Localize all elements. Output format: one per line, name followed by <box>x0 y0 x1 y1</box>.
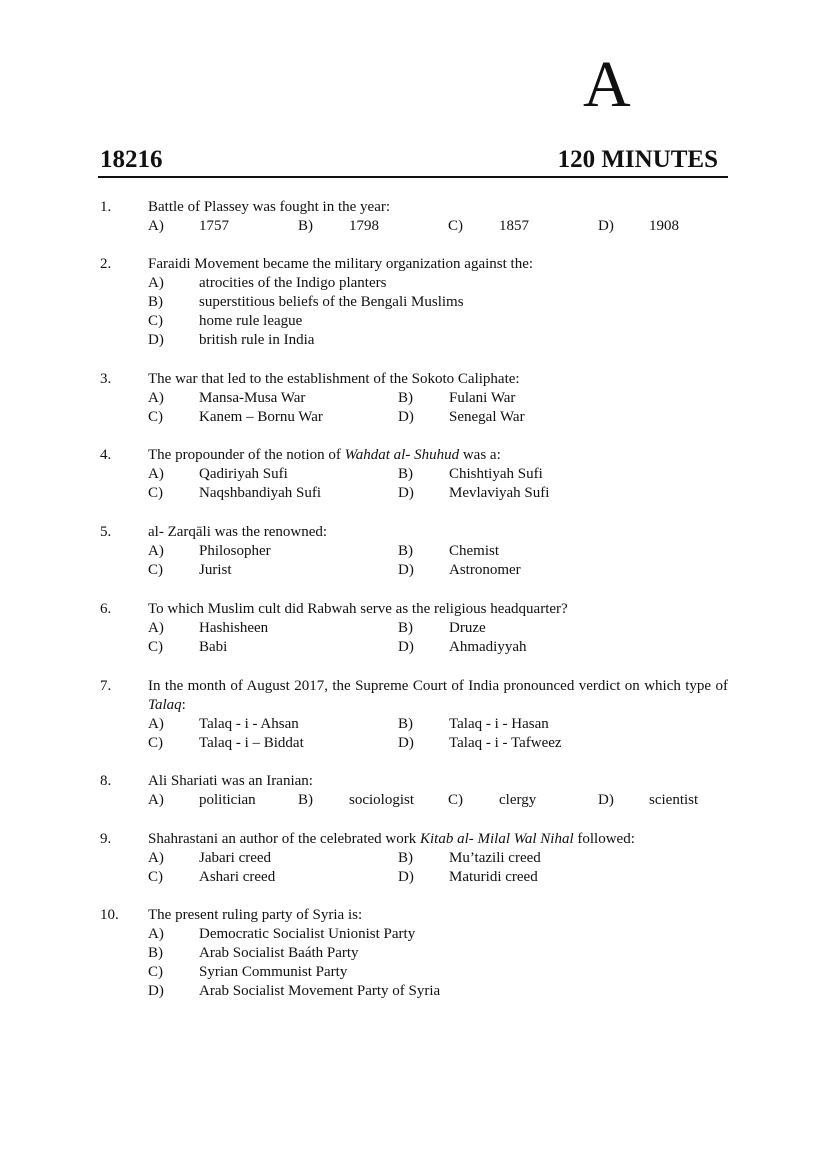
option-text[interactable]: Ashari creed <box>199 869 276 885</box>
option-text[interactable]: Talaq - i - Ahsan <box>199 716 299 732</box>
question-text <box>148 906 728 925</box>
option-letter[interactable]: C) <box>148 485 163 501</box>
option-letter[interactable]: A) <box>148 218 164 234</box>
option-letter[interactable]: B) <box>398 543 413 559</box>
option-letter[interactable]: C) <box>448 792 463 808</box>
option-text[interactable]: Ahmadiyyah <box>449 639 527 655</box>
option-text[interactable]: Kanem – Bornu War <box>199 409 323 425</box>
option-text[interactable]: Babi <box>199 639 228 655</box>
option-text[interactable]: Chishtiyah Sufi <box>449 466 543 482</box>
option-text[interactable]: Maturidi creed <box>449 869 538 885</box>
question-text-segment: The present ruling party of Syria is: <box>148 907 363 923</box>
question <box>100 370 728 427</box>
option-letter[interactable]: D) <box>398 409 414 425</box>
option-text[interactable]: Democratic Socialist Unionist Party <box>199 926 416 942</box>
option-letter[interactable]: A) <box>148 275 164 291</box>
option-text[interactable]: Qadiriyah Sufi <box>199 466 288 482</box>
question <box>100 772 728 810</box>
option-letter[interactable]: A) <box>148 543 164 559</box>
option-text[interactable]: Astronomer <box>449 562 521 578</box>
option-text[interactable]: atrocities of the Indigo planters <box>199 275 387 291</box>
option-letter[interactable]: C) <box>148 735 163 751</box>
option-text[interactable]: Naqshbandiyah Sufi <box>199 485 322 501</box>
exam-duration: 120 MINUTES <box>557 146 718 173</box>
question-text-segment: To which Muslim cult did Rabwah serve as the religious headquarter? <box>148 601 568 617</box>
question <box>100 830 728 887</box>
question-number: 10. <box>100 907 119 923</box>
option-text[interactable]: Jabari creed <box>199 850 272 866</box>
question-number: 3. <box>100 371 112 387</box>
option-text[interactable]: Mevlaviyah Sufi <box>449 485 550 501</box>
question-text-segment: The war that led to the establishment of the Sokoto Caliphate: <box>148 371 520 387</box>
option-letter[interactable]: C) <box>148 964 163 980</box>
option-row <box>100 293 728 312</box>
option-text[interactable]: clergy <box>499 792 537 808</box>
question-text-segment: followed: <box>573 831 635 847</box>
option-row <box>100 561 728 580</box>
option-text[interactable]: british rule in India <box>199 332 315 348</box>
option-row <box>100 715 728 734</box>
question-text-segment: al- Zarqāli was the renowned: <box>148 524 328 540</box>
option-row <box>100 408 728 427</box>
option-text[interactable]: 1798 <box>349 218 379 234</box>
question <box>100 446 728 503</box>
option-letter[interactable]: B) <box>398 390 413 406</box>
option-text[interactable]: Druze <box>449 620 486 636</box>
question <box>100 255 728 350</box>
question-number: 7. <box>100 678 112 694</box>
question-text-segment: : <box>181 697 186 713</box>
option-letter[interactable]: C) <box>148 562 163 578</box>
option-row <box>100 331 728 350</box>
question-number: 6. <box>100 601 112 617</box>
option-row <box>100 963 728 982</box>
option-text[interactable]: politician <box>199 792 256 808</box>
option-letter[interactable]: C) <box>448 218 463 234</box>
question-number: 9. <box>100 831 112 847</box>
question-text <box>148 523 728 542</box>
option-text[interactable]: Philosopher <box>199 543 271 559</box>
option-letter[interactable]: A) <box>148 620 164 636</box>
question-text <box>148 830 728 849</box>
option-text[interactable]: Talaq - i – Biddat <box>199 735 304 751</box>
option-letter[interactable]: C) <box>148 869 163 885</box>
option-text[interactable]: Jurist <box>199 562 232 578</box>
option-text[interactable]: Chemist <box>449 543 500 559</box>
option-text[interactable]: 1908 <box>649 218 679 234</box>
option-row <box>100 849 728 868</box>
option-letter[interactable]: A) <box>148 716 164 732</box>
option-row <box>100 619 728 638</box>
paper-code: 18216 <box>100 146 163 173</box>
option-letter[interactable]: D) <box>398 869 414 885</box>
option-letter[interactable]: C) <box>148 409 163 425</box>
option-text[interactable]: Arab Socialist Baáth Party <box>199 945 359 961</box>
option-row <box>100 217 728 236</box>
question-text-segment: In the month of August 2017, the Supreme Court of India pronounced verdict on which type of <box>148 678 728 694</box>
option-text[interactable]: Mansa-Musa War <box>199 390 306 406</box>
option-letter[interactable]: D) <box>598 218 614 234</box>
option-letter[interactable]: D) <box>398 639 414 655</box>
option-text[interactable]: Talaq - i - Hasan <box>449 716 549 732</box>
question-text-italic: Talaq <box>148 697 182 713</box>
option-letter[interactable]: D) <box>398 485 414 501</box>
option-text[interactable]: Senegal War <box>449 409 525 425</box>
option-letter[interactable]: D) <box>398 562 414 578</box>
option-letter[interactable]: A) <box>148 466 164 482</box>
question-text-segment: Ali Shariati was an Iranian: <box>148 773 313 789</box>
option-row <box>100 274 728 293</box>
option-row <box>100 312 728 331</box>
option-text[interactable]: Arab Socialist Movement Party of Syria <box>199 983 441 999</box>
question-text-italic: Wahdat al- Shuhud <box>344 447 460 463</box>
option-row <box>100 542 728 561</box>
option-letter[interactable]: B) <box>398 466 413 482</box>
question-number: 4. <box>100 447 112 463</box>
option-letter[interactable]: D) <box>148 983 164 999</box>
option-text[interactable]: home rule league <box>199 313 303 329</box>
option-letter[interactable]: A) <box>148 390 164 406</box>
option-row <box>100 484 728 503</box>
question <box>100 198 728 236</box>
option-text[interactable]: Talaq - i - Tafweez <box>449 735 562 751</box>
option-row <box>100 638 728 657</box>
question-text-italic: Kitab al- Milal Wal Nihal <box>419 831 574 847</box>
option-letter[interactable]: A) <box>148 850 164 866</box>
question-text-segment: Faraidi Movement became the military organization against the: <box>148 256 534 272</box>
option-letter[interactable]: B) <box>398 716 413 732</box>
question-text-segment: Shahrastani an author of the celebrated work <box>148 831 420 847</box>
option-letter[interactable]: B) <box>148 294 163 310</box>
option-row <box>100 944 728 963</box>
option-letter[interactable]: C) <box>148 313 163 329</box>
header-divider <box>98 176 728 178</box>
option-row <box>100 465 728 484</box>
question-text-segment: The propounder of the notion of <box>148 447 345 463</box>
question-text <box>148 198 728 217</box>
option-text[interactable]: 1857 <box>499 218 529 234</box>
option-letter[interactable]: C) <box>148 639 163 655</box>
question-text <box>148 677 728 715</box>
option-text[interactable]: superstitious beliefs of the Bengali Muslims <box>199 294 464 310</box>
question-text <box>148 600 728 619</box>
question-text-segment: was a: <box>459 447 501 463</box>
option-letter[interactable]: D) <box>148 332 164 348</box>
option-letter[interactable]: A) <box>148 926 164 942</box>
question-text-segment: Battle of Plassey was fought in the year: <box>148 199 391 215</box>
option-row <box>100 791 728 810</box>
question-number: 8. <box>100 773 112 789</box>
option-letter[interactable]: B) <box>398 620 413 636</box>
question-set-letter: A <box>583 48 631 121</box>
option-letter[interactable]: B) <box>148 945 163 961</box>
option-letter[interactable]: B) <box>298 792 313 808</box>
question-number: 2. <box>100 256 112 272</box>
option-text[interactable]: Mu’tazili creed <box>449 850 541 866</box>
option-row <box>100 734 728 753</box>
option-text[interactable]: 1757 <box>199 218 229 234</box>
option-text[interactable]: scientist <box>649 792 699 808</box>
option-row <box>100 982 728 1001</box>
option-text[interactable]: Syrian Communist Party <box>199 964 348 980</box>
question <box>100 523 728 580</box>
option-text[interactable]: Fulani War <box>449 390 516 406</box>
question-text <box>148 446 728 465</box>
option-letter[interactable]: A) <box>148 792 164 808</box>
option-row <box>100 389 728 408</box>
question <box>100 600 728 657</box>
option-letter[interactable]: B) <box>298 218 313 234</box>
option-letter[interactable]: D) <box>398 735 414 751</box>
option-row <box>100 925 728 944</box>
question-text <box>148 370 728 389</box>
option-text[interactable]: sociologist <box>349 792 415 808</box>
question-text <box>148 772 728 791</box>
option-text[interactable]: Hashisheen <box>199 620 269 636</box>
question-text <box>148 255 728 274</box>
option-letter[interactable]: D) <box>598 792 614 808</box>
question <box>100 677 728 753</box>
question-number: 5. <box>100 524 112 540</box>
question <box>100 906 728 1001</box>
question-number: 1. <box>100 199 112 215</box>
option-row <box>100 868 728 887</box>
option-letter[interactable]: B) <box>398 850 413 866</box>
